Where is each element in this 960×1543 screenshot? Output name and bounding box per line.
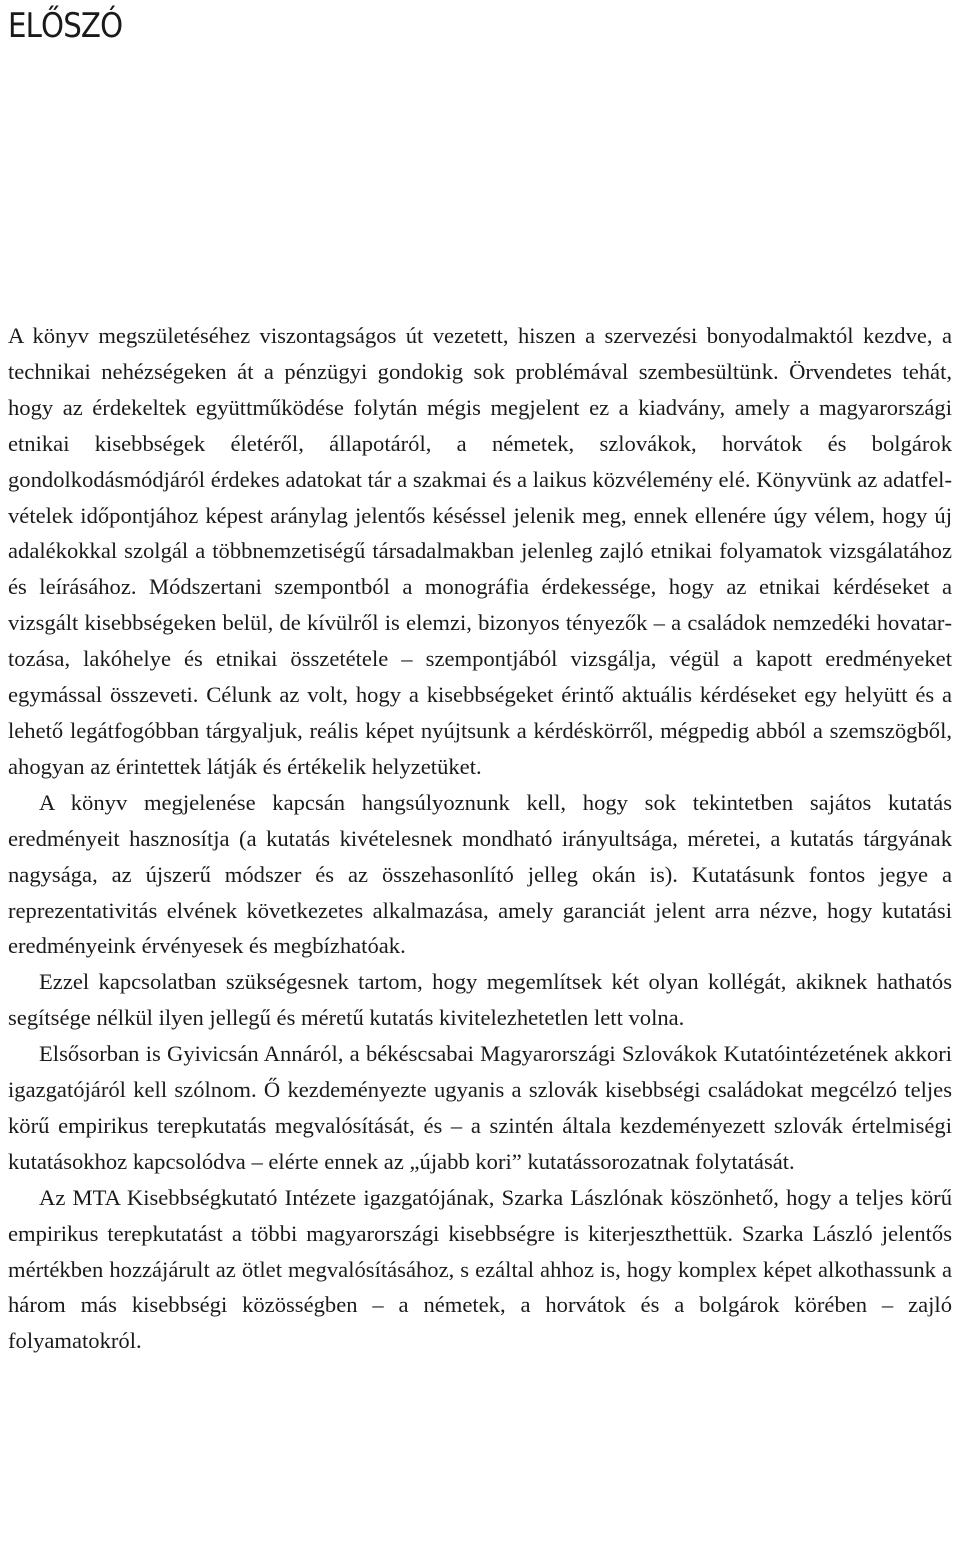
paragraph-szarka: Az MTA Kisebbségkutató Intézete igazgatójának, Szarka Lászlónak köszönhető, hogy a teljes körű empirikus terepkutatást a többi magyarországi kisebbségre is kiterjeszthettük. Szarka László jelentős mértékben hozzájárult az ötlet megvalósításához, s ezáltal ahhoz is, hogy komplex képet alkothassunk a három más kisebbségi közösségben – a németek, a horvátok és a bolgárok körében – zajló folyamatokról.: [8, 1184, 952, 1354]
page-title: ELŐSZÓ: [8, 6, 123, 46]
paragraph-gyivicsan: Elsősorban is Gyivicsán Annáról, a békéscsabai Magyarországi Szlovákok Kutatóintézetének akkori igazgatójáról kell szólnom. Ő kezdeményezte ugyanis a szlovák kisebbségi családokat megcélzó teljes körű empirikus terepkutatás megvalósítását, és – a szintén általa kezdeményezett szlovák értelmiségi kutatásokhoz kapcsolódva – elérte ennek az „újabb kori” kutatássorozatnak folytatását.: [8, 1041, 952, 1174]
paragraph-intro: A könyv megszületéséhez viszontagságos út vezetett, hiszen a szervezési bonyodalmaktól kezdve, a technikai nehézségeken át a pénzügyi gondokig sok problémával szembesültünk. Örvendetes tehát, hogy az érdekeltek együttműködése folytán mégis megjelent ez a kiadvány, amely a magyarországi etnikai kisebbségek életéről, állapotáról, a németek, szlovákok, horvátok és bolgárok gondolkodásmódjáról érdekes adatokat tár a szakmai és a laikus közvélemény elé. Könyvünk az adatfelvételek időpontjához képest aránylag jelentős késéssel jelenik meg, ennek ellenére úgy vélem, hogy új adalékokkal szolgál a többnemzetiségű társadalmakban jelenleg zajló etnikai folyamatok vizsgálatához és leírásához. Módszertani szempontból a monográfia érdekessége, hogy az etnikai kérdéseket a vizsgált kisebbségeken belül, de kívülről is elemzi, bizonyos tényezők – a családok nemzedéki hovatartozása, lakóhelye és etnikai összetétele – szempontjából vizsgálja, végül a kapott eredményeket egymással összeveti. Célunk az volt, hogy a kisebbségeket érintő aktuális kérdéseket egy helyütt és a lehető legátfogóbban tárgyaljuk, reális képet nyújtsunk a kérdéskörről, mégpedig abból a szemszögből, ahogyan az érintettek látják és értékelik helyzetüket.: [8, 323, 952, 779]
body-text: [8, 318, 952, 1359]
paragraph-colleagues: Ezzel kapcsolatban szükségesnek tartom, hogy megemlítsek két olyan kollégát, akiknek hathatós segítsége nélkül ilyen jellegű és méretű kutatás kivitelezhetetlen lett volna.: [8, 969, 952, 1031]
paragraph-publication: A könyv megjelenése kapcsán hangsúlyoznunk kell, hogy sok tekintetben sajátos kutatás eredményeit hasznosítja (a kutatás kivételesnek mondható irányultsága, méretei, a kutatás tárgyának nagysága, az újszerű módszer és az összehasonlító jelleg okán is). Kutatásunk fontos jegye a reprezentativitás elvének következetes alkalmazása, amely garanciát jelent arra nézve, hogy kutatási eredményeink érvényesek és megbízhatóak.: [8, 789, 952, 959]
